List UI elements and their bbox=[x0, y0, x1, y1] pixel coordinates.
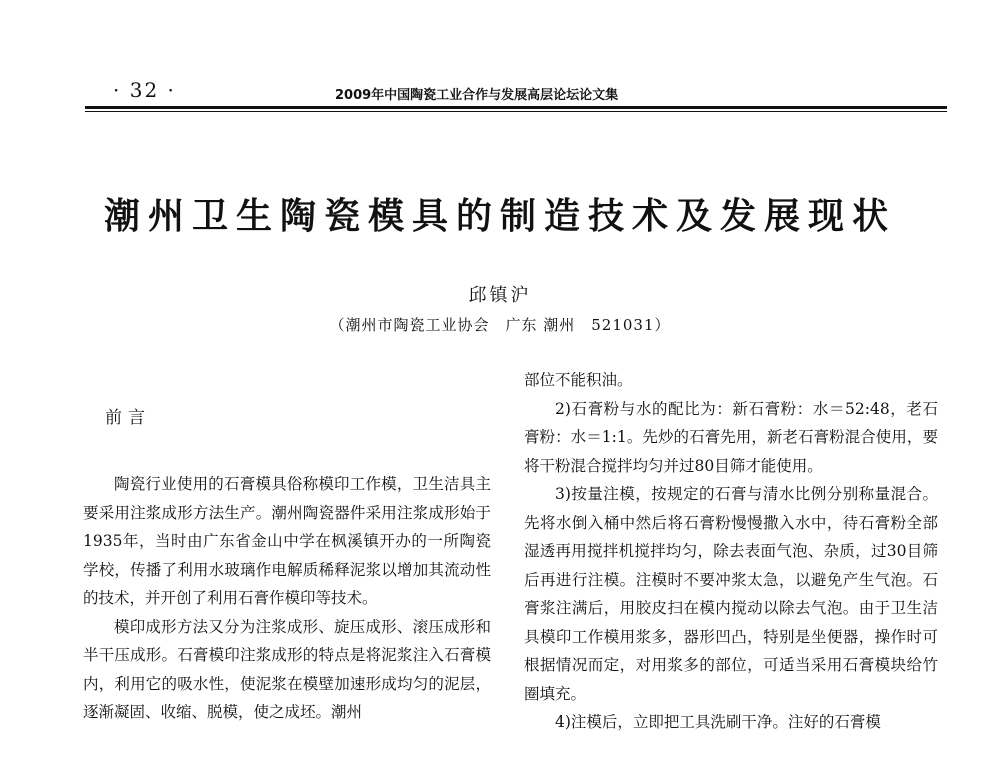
header-rule-thick bbox=[85, 106, 947, 109]
body-paragraph: 2)石膏粉与水的配比为：新石膏粉：水＝52:48，老石膏粉：水＝1:1。先炒的石膏先用，新老石膏粉混合使用，要将干粉混合搅拌均匀并过80目筛才能使用。 bbox=[524, 399, 938, 475]
journal-title: 2009年中国陶瓷工业合作与发展高层论坛论文集 bbox=[335, 88, 619, 103]
body-paragraph: 陶瓷行业使用的石膏模具俗称模印工作模，卫生洁具主要采用注浆成形方法生产。潮州陶瓷器件采用注浆成形始于1935年，当时由广东省金山中学在枫溪镇开办的一所陶瓷学校，传播了利用水玻璃作电解质稀释泥浆以增加其流动性的技术，并开创了利用石膏作模印等技术。 bbox=[83, 475, 491, 607]
author-affiliation: （潮州市陶瓷工业协会 广东 潮州 521031） bbox=[329, 316, 671, 334]
body-paragraph: 部位不能积油。 bbox=[524, 371, 633, 389]
article-title: 潮州卫生陶瓷模具的制造技术及发展现状 bbox=[103, 196, 896, 237]
right-column bbox=[524, 366, 938, 737]
author-name: 邱镇沪 bbox=[468, 285, 532, 306]
body-paragraph: 模印成形方法又分为注浆成形、旋压成形、滚压成形和半干压成形。石膏模印注浆成形的特点是将泥浆注入石膏模内，利用它的吸水性，使泥浆在模壁加速形成均匀的泥层，逐渐凝固、收缩、脱模，使之成坯。潮州 bbox=[83, 617, 491, 721]
header-rule-thin bbox=[85, 111, 947, 112]
running-header bbox=[85, 74, 945, 104]
body-paragraph: 3)按量注模，按规定的石膏与清水比例分别称量混合。先将水倒入桶中然后将石膏粉慢慢撒入水中，待石膏粉全部湿透再用搅拌机搅拌均匀，除去表面气泡、杂质，过30目筛后再进行注模。注模时不要冲浆太急，以避免产生气泡。石膏浆注满后，用胶皮扫在模内搅动以除去气泡。由于卫生洁具模印工作模用浆多，器形凹凸，特别是坐便器，操作时可根据情况而定，对用浆多的部位，可适当采用石膏模块给竹圈填充。 bbox=[524, 485, 938, 703]
left-column bbox=[83, 404, 491, 727]
section-heading: 前言 bbox=[105, 408, 151, 428]
page-number: · 32 · bbox=[113, 78, 176, 102]
body-paragraph: 4)注模后，立即把工具洗刷干净。注好的石膏模 bbox=[555, 713, 881, 731]
